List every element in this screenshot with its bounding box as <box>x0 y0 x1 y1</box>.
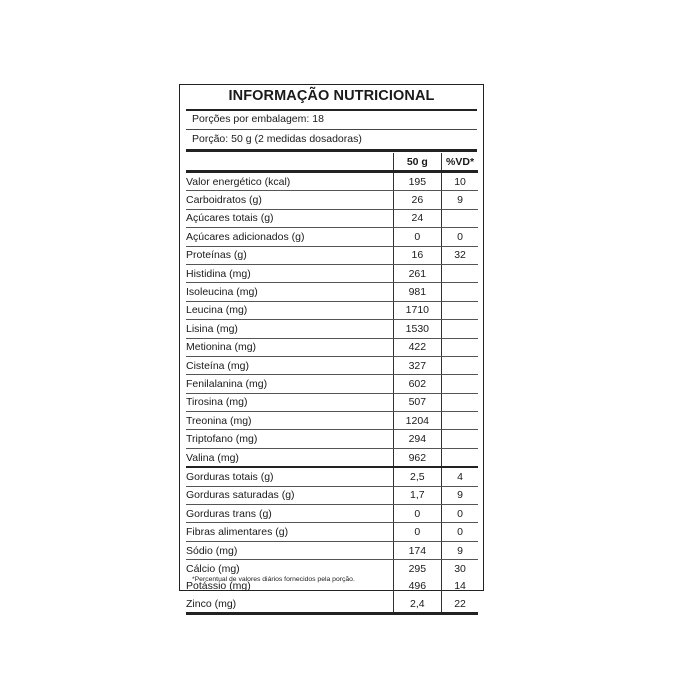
row-dv <box>442 375 478 393</box>
row-dv <box>442 448 478 467</box>
row-label: Proteínas (g) <box>186 246 393 264</box>
row-amount: 0 <box>393 505 442 523</box>
row-dv: 9 <box>442 486 478 504</box>
row-label: Gorduras trans (g) <box>186 505 393 523</box>
row-label: Gorduras saturadas (g) <box>186 486 393 504</box>
row-dv: 0 <box>442 505 478 523</box>
table-row <box>186 209 478 227</box>
row-dv <box>442 283 478 301</box>
table-row <box>186 505 478 523</box>
serving-size-divider <box>186 149 477 152</box>
row-label: Isoleucina (mg) <box>186 283 393 301</box>
row-amount: 1,7 <box>393 486 442 504</box>
table-row <box>186 283 478 301</box>
table-row <box>186 467 478 486</box>
row-label: Valor energético (kcal) <box>186 172 393 191</box>
row-amount: 0 <box>393 523 442 541</box>
table-row <box>186 595 478 614</box>
row-amount: 294 <box>393 430 442 448</box>
row-dv <box>442 209 478 227</box>
table-row <box>186 523 478 541</box>
row-dv: 32 <box>442 246 478 264</box>
row-amount: 981 <box>393 283 442 301</box>
row-amount: 0 <box>393 228 442 246</box>
row-label: Carboidratos (g) <box>186 191 393 209</box>
row-amount: 422 <box>393 338 442 356</box>
nutrition-table <box>186 153 478 615</box>
row-amount: 195 <box>393 172 442 191</box>
row-label: Valina (mg) <box>186 448 393 467</box>
row-label: Metionina (mg) <box>186 338 393 356</box>
row-label: Gorduras totais (g) <box>186 467 393 486</box>
row-amount: 261 <box>393 264 442 282</box>
table-row <box>186 393 478 411</box>
title-divider <box>186 109 477 111</box>
row-label: Cálcio (mg) <box>186 562 240 575</box>
row-dv <box>442 356 478 374</box>
row-dv: 10 <box>442 172 478 191</box>
row-amount: 2,4 <box>393 595 442 614</box>
table-row <box>186 486 478 504</box>
serving-size: Porção: 50 g (2 medidas dosadoras) <box>192 133 362 145</box>
row-label: Histidina (mg) <box>186 264 393 282</box>
row-dv <box>442 320 478 338</box>
row-amount: 16 <box>393 246 442 264</box>
row-label: Sódio (mg) <box>186 541 393 559</box>
row-dv <box>442 338 478 356</box>
footnote: *Percentual de valores diários fornecidos pela porção. <box>192 576 355 583</box>
row-dv <box>442 430 478 448</box>
servings-per-package: Porções por embalagem: 18 <box>192 113 324 125</box>
row-dv: 22 <box>442 595 478 614</box>
row-dv: 0 <box>442 523 478 541</box>
table-row <box>186 172 478 191</box>
row-amount: 1204 <box>393 412 442 430</box>
header-blank <box>186 153 393 172</box>
table-row <box>186 228 478 246</box>
table-row <box>186 375 478 393</box>
row-label: Lisina (mg) <box>186 320 393 338</box>
table-row <box>186 356 478 374</box>
row-label: Fenilalanina (mg) <box>186 375 393 393</box>
row-label: Fibras alimentares (g) <box>186 523 393 541</box>
row-dv: 0 <box>442 228 478 246</box>
row-amount: 2,5 <box>393 467 442 486</box>
row-label: Tirosina (mg) <box>186 393 393 411</box>
table-row <box>186 412 478 430</box>
row-label: Cisteína (mg) <box>186 356 393 374</box>
row-amount: 327 <box>393 356 442 374</box>
table-row <box>186 264 478 282</box>
row-dv: 30 <box>442 560 478 578</box>
table-row <box>186 301 478 319</box>
row-label: Triptofano (mg) <box>186 430 393 448</box>
table-row <box>186 448 478 467</box>
table-row <box>186 246 478 264</box>
row-amount: 507 <box>393 393 442 411</box>
row-amount: 1530 <box>393 320 442 338</box>
row-dv <box>442 393 478 411</box>
row-dv: 9 <box>442 191 478 209</box>
table-row <box>186 191 478 209</box>
row-amount: 962 <box>393 448 442 467</box>
table-row <box>186 338 478 356</box>
row-label: Zinco (mg) <box>186 595 393 614</box>
row-dv: 14 <box>442 578 478 595</box>
row-label: Açúcares adicionados (g) <box>186 228 393 246</box>
row-label: Leucina (mg) <box>186 301 393 319</box>
row-dv <box>442 412 478 430</box>
row-label: Açúcares totais (g) <box>186 209 393 227</box>
table-header-row <box>186 153 478 172</box>
row-amount: 26 <box>393 191 442 209</box>
row-dv: 4 <box>442 467 478 486</box>
row-amount: 24 <box>393 209 442 227</box>
row-dv <box>442 264 478 282</box>
header-dv: %VD* <box>442 153 478 172</box>
nutrition-facts-panel <box>179 84 484 610</box>
row-amount: 496 <box>393 578 442 595</box>
row-dv: 9 <box>442 541 478 559</box>
row-label: Treonina (mg) <box>186 412 393 430</box>
header-amount: 50 g <box>393 153 442 172</box>
label-title: INFORMAÇÃO NUTRICIONAL <box>228 88 435 104</box>
table-row <box>186 430 478 448</box>
table-row <box>186 560 478 578</box>
row-label: Potássio (mg) <box>186 580 251 593</box>
row-dv <box>442 301 478 319</box>
row-amount: 1710 <box>393 301 442 319</box>
table-row <box>186 320 478 338</box>
table-row <box>186 541 478 559</box>
row-amount: 174 <box>393 541 442 559</box>
row-amount: 295 <box>393 560 442 578</box>
servings-divider <box>186 129 477 130</box>
row-amount: 602 <box>393 375 442 393</box>
